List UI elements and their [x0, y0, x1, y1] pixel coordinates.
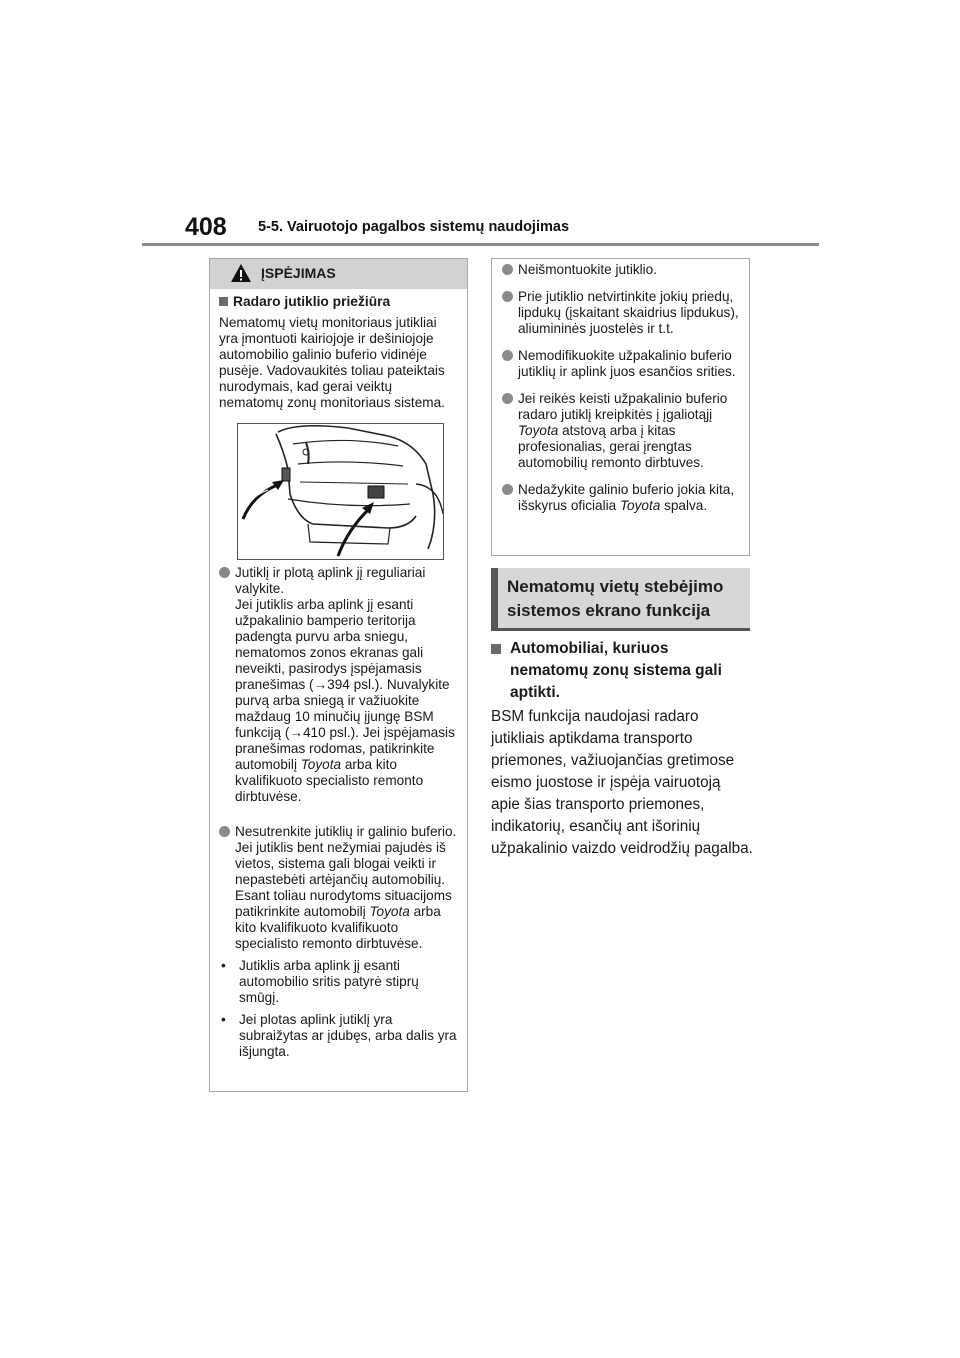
list-item: Nedažykite galinio buferio jokia kita, išskyrus oficialia Toyota spalva. [502, 482, 739, 514]
bullet-dot-icon [502, 264, 513, 275]
list-item: Neišmontuokite jutiklio. [502, 262, 739, 278]
section-title-line1: Nematomų vietų stebėjimo [507, 577, 724, 596]
square-bullet-icon [219, 297, 228, 306]
warning-box [209, 258, 468, 1092]
sensor-left-mark [282, 468, 290, 481]
page-number: 408 [185, 213, 227, 241]
sub-bullet: • Jutiklis arba aplink jį esanti automobilio sritis patyrė stiprų smūgį. [221, 958, 419, 1005]
warning-label: ĮSPĖJIMAS [261, 265, 336, 281]
square-bullet-icon [491, 644, 501, 654]
header-rule [142, 243, 819, 246]
list-item: Jei reikės keisti užpakalinio buferio radaro jutiklį kreipkitės į įgaliotąjį Toyota atstovą arba į kitas profesionalias, gerai įrengtas automobilių remonto dirbtuves. [502, 391, 739, 471]
bullet-dot-icon [219, 567, 230, 578]
sub-bullet: • Jei plotas aplink jutiklį yra subraižytas ar įdubęs, arba dalis yra išjungta. [221, 1012, 457, 1059]
bullet-dot-icon [502, 350, 513, 361]
warning-header [210, 259, 467, 289]
notes-box [491, 258, 750, 556]
sensor-right-mark [368, 486, 384, 498]
list-item: Nemodifikuokite užpakalinio buferio jutiklių ir aplink juos esančios srities. [502, 348, 739, 380]
section-title: 5-5. Vairuotojo pagalbos sistemų naudojimas [258, 219, 570, 235]
warning-bullet-clean: Jutiklį ir plotą aplink jį reguliariai valykite. Jei jutiklis arba aplink jį esanti užpakalinio bamperio teritorija padengta purvu arba sniegu, nematomos zonos ekranas gali neveikti, pasirodys įspėjamasis pranešimas (→394 psl.). Nuvalykite purvą arba sniegą ir važiuokite maždaug 10 minučių įjungę BSM funkciją (→410 psl.). Jei įspėjamasis pranešimas rodomas, patikrinkite automobilį Toyota arba kito kvalifikuoto specialisto remonto dirbtuvėse. [219, 565, 457, 805]
section-title-line2: sistemos ekrano funkcija [507, 601, 711, 620]
sensor-figure [237, 423, 444, 560]
warning-heading: Radaro jutiklio priežiūra [219, 294, 457, 310]
subheading: Automobiliai, kuriuos nematomų zonų sistema gali aptikti. [491, 638, 751, 704]
warning-bullet-impact: Nesutrenkite jutiklių ir galinio buferio. Jei jutiklis bent nežymiai pajudės iš vietos, sistema gali blogai veikti ir nepastebėti artėjančių automobilių. Esant toliau nurodytoms situacijoms patikrinkite automobilį Toyota arba kito kvalifikuoto kvalifikuoto specialisto remonto dirbtuvėse. [219, 824, 457, 952]
curved-arrow-icon [243, 484, 280, 519]
bullet-dot-icon [502, 393, 513, 404]
bullet-dot-icon [502, 484, 513, 495]
list-item: Prie jutiklio netvirtinkite jokių priedų, lipdukų (įskaitant skaidrius lipdukus), aliumininės juostelės ir t.t. [502, 289, 739, 337]
curved-arrow-icon [338, 508, 370, 556]
bullet-dot-icon [502, 291, 513, 302]
bullet-dot-icon [219, 826, 230, 837]
warning-intro: Nematomų vietų monitoriaus jutikliai yra įmontuoti kairiojoje ir dešiniojoje automobilio galinio buferio vidinėje pusėje. Vadovaukitės toliau pateiktais nurodymais, kad gerai veiktų nematomų zonų monitoriaus sistema. [219, 315, 445, 410]
body-text: BSM funkcija naudojasi radaro jutikliais aptikdama transporto priemones, važiuojančias gretimose eismo juostose ir įspėja vairuotoją apie šias transporto priemones, indikatorių, esančių ant išorinių užpakalinio vaizdo veidrodžių pagalba. [491, 708, 753, 857]
section-band [491, 568, 750, 631]
warning-triangle-icon [230, 263, 252, 283]
